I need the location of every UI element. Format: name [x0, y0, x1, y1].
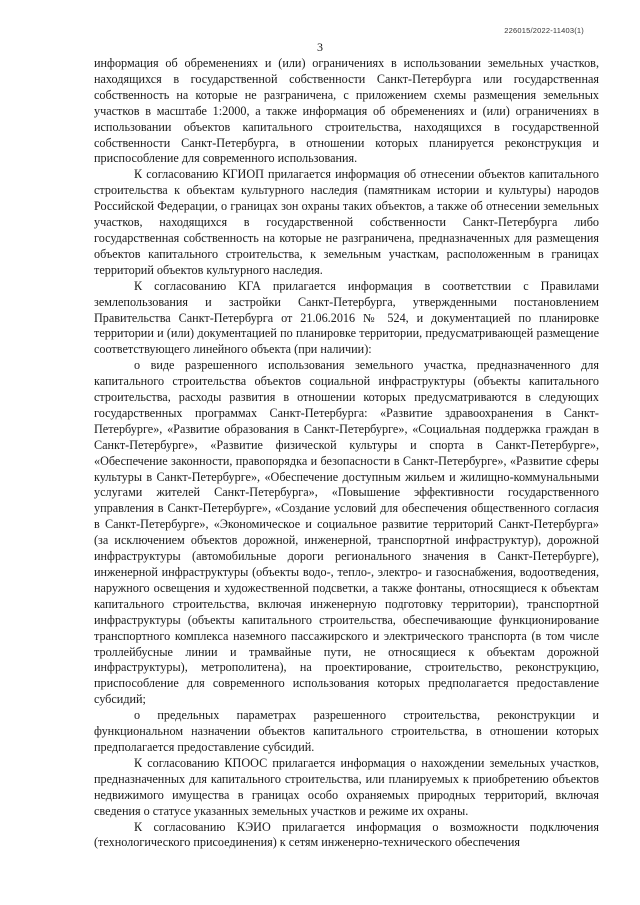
document-body [94, 56, 599, 851]
paragraph-keio: К согласованию КЭИО прилагается информация о возможности подключения (технологического присоединения) к сетям инженерно-технического обеспечения [94, 819, 599, 850]
page-number: 3 [317, 40, 323, 54]
paragraph-kga: К согласованию КГА прилагается информация в соответствии с Правилами землепользования и застройки Санкт-Петербурга, утвержденными постановлением Правительства Санкт-Петербурга от 21.06.2016 № 524, и документацией по планировке территории и (или) документацией по планировке территории, предусматривающей размещение соответствующего линейного объекта (при наличии): [94, 278, 599, 357]
paragraph-kpoos: К согласованию КПООС прилагается информация о нахождении земельных участков, предназначенных для капитального строительства, или планируемых к приобретению объектов недвижимого имущества в границах особо охраняемых природных территорий, включая сведения о статусе указанных земельных участков и режиме их охраны. [94, 755, 599, 818]
paragraph-limit-parameters: о предельных параметрах разрешенного строительства, реконструкции и функциональном назначении объектов капитального строительства, в отношении которых предполагается предоставление субсидий. [94, 708, 599, 754]
paragraph-kgiop: К согласованию КГИОП прилагается информация об отнесении объектов капитального строительства к объектам культурного наследия (памятникам истории и культуры) народов Российской Федерации, о границах зон охраны таких объектов, а также об отнесении земельных участков, находящихся в государственной собственности Санкт-Петербурга либо государственная собственность на которые не разграничена, предназначенных для размещения объектов капитального строительства, к земельным участкам, расположенным в границах территорий объектов культурного наследия. [94, 167, 599, 277]
paragraph-permitted-use: о виде разрешенного использования земельного участка, предназначенного для капитального строительства объектов социальной инфраструктуры (объекты капитального строительства, расходы развития в отношении которых предусматриваются в следующих государственных программах Санкт-Петербурга: «Развитие здравоохранения в Санкт-Петербурге», «Развитие образования в Санкт-Петербурге», «Социальная поддержка граждан в Санкт-Петербурге», «Развитие физической культуры и спорта в Санкт-Петербурге», «Обеспечение законности, правопорядка и безопасности в Санкт-Петербурге», «Развитие сферы культуры в Санкт-Петербурге», «Обеспечение доступным жильем и жилищно-коммунальными услугами жителей Санкт-Петербурга», «Повышение эффективности государственного управления в Санкт-Петербурге», «Создание условий для обеспечения общественного согласия в Санкт-Петербурге», «Экономическое и социальное развитие территорий Санкт-Петербурга» (за исключением объектов дорожной, инженерной, транспортной инфраструктур), дорожной инфраструктуры (автомобильные дороги регионального значения в Санкт-Петербурге), инженерной инфраструктуры (объекты водо-, тепло-, электро- и газоснабжения, водоотведения, наружного освещения и художественной подсветки, а также фонтаны, относящиеся к объектам капитального строительства, включая инженерную подготовку территории), транспортной инфраструктуры (объекты капитального строительства, обеспечивающие функционирование транспортного комплекса наземного пассажирского и электрического транспорта (в том числе троллейбусные линии и трамвайные пути, не относящиеся к объектам дорожной инфраструктуры), метрополитена), на проектирование, строительство, реконструкцию, приспособление для современного использования которых предполагается предоставление субсидий; [94, 358, 599, 707]
paragraph-encumbrances: информация об обременениях и (или) ограничениях в использовании земельных участков, находящихся в государственной собственности Санкт-Петербурга или государственная собственность на которые не разграничена, с приложением схемы размещения земельных участков в масштабе 1:2000, а также информация об обременениях и (или) ограничениях в использовании объектов капитального строительства, находящихся в государственной собственности Санкт-Петербурга, в отношении которых планируется реконструкция и приспособление для современного использования. [94, 56, 599, 166]
registration-stamp: 226015/2022-11403(1) [504, 26, 584, 35]
